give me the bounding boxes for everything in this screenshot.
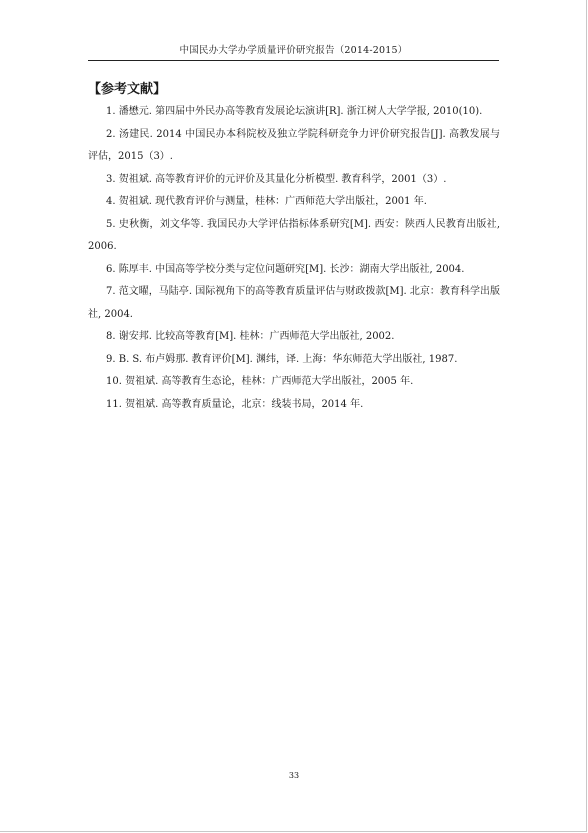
reference-item-2: 2. 汤建民. 2014 中国民办本科院校及独立学院科研竞争力评价研究报告[J]. 高教发展与评估，2015（3）. (88, 128, 500, 162)
reference-item-4: 4. 贺祖斌. 现代教育评价与测量，桂林：广西师范大学出版社，2001 年. (106, 196, 427, 207)
reference-item-11: 11. 贺祖斌. 高等教育质量论，北京：线装书局，2014 年. (106, 398, 364, 410)
reference-item-3: 3. 贺祖斌. 高等教育评价的元评价及其量化分析模型. 教育科学，2001（3）. (106, 173, 447, 185)
reference-item-7: 7. 范文曜，马陆亭. 国际视角下的高等教育质量评估与财政拨款[M]. 北京：教育科学出版社, 2004. (88, 286, 500, 320)
reference-item-10: 10. 贺祖斌. 高等教育生态论，桂林：广西师范大学出版社，2005 年. (106, 376, 414, 387)
references-heading: 【参考文献】 (88, 82, 167, 97)
running-header: 中国民办大学办学质量评价研究报告（2014-2015） (88, 42, 499, 61)
reference-item-6: 6. 陈厚丰. 中国高等学校分类与定位问题研究[M]. 长沙：湖南大学出版社, 2004. (106, 263, 465, 275)
reference-item-1: 1. 潘懋元. 第四届中外民办高等教育发展论坛演讲[R]. 浙江树人大学学报, 2010(10). (106, 106, 483, 117)
reference-item-5: 5. 史秋衡，刘文华等. 我国民办大学评估指标体系研究[M]. 西安：陕西人民教育出版社, 2006. (88, 218, 500, 252)
reference-item-9: 9. B. S. 布卢姆那. 教育评价[M]. 渊纬，译. 上海：华东师范大学出版社, 1987. (106, 353, 458, 365)
reference-list (88, 101, 500, 416)
reference-item-8: 8. 谢安邦. 比较高等教育[M]. 桂林：广西师范大学出版社, 2002. (106, 331, 395, 342)
page-number: 33 (288, 771, 300, 780)
